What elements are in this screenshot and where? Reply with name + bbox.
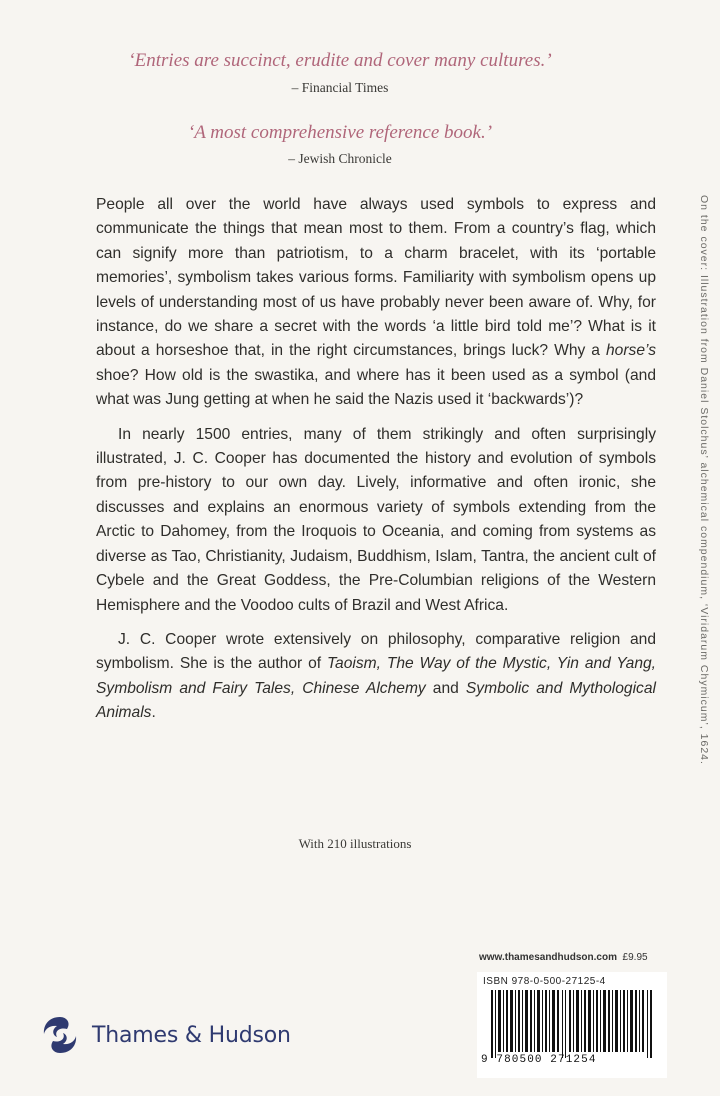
blurb-text bbox=[96, 193, 656, 736]
website-url: www.thamesandhudson.com bbox=[479, 952, 617, 963]
review-quote-1: ‘Entries are succinct, erudite and cover many cultures.’ bbox=[128, 50, 552, 71]
website-price-line bbox=[479, 952, 648, 963]
review-source-1: – Financial Times bbox=[291, 80, 389, 95]
isbn-label: ISBN 978-0-500-27125-4 bbox=[483, 976, 606, 987]
blurb-paragraph-1: People all over the world have always used symbols to express and communicate the things that mean most to them. From a country’s flag, which can signify more than patriotism, to a charm bracelet, with its ‘portable memories’, symbolism takes various forms. Familiarity with symbolism opens up levels of understanding most of us have probably never been aware of. Why, for instance, do we share a secret with the words ‘a little bird told me’? What is it about a horseshoe that, in the right circumstances, brings luck? Why a horse’s shoe? How old is the swastika, and where has it been used as a symbol (and what was Jung getting at when he said the Nazis used it ‘backwards’)? bbox=[96, 196, 656, 409]
blurb-paragraph-2: In nearly 1500 entries, many of them strikingly and often surprisingly illustrated, J. C. Cooper has documented the history and evolution of symbols from pre-history to our own day. Lively, informative and often ironic, she discusses and explains an enormous variety of symbols extending from the Arctic to Dahomey, from the Iroquois to Oceania, and coming from systems as diverse as Tao, Christianity, Judaism, Buddhism, Islam, Tantra, the ancient cult of Cybele and the Great Goddess, the Pre-Columbian religions of the Western Hemisphere and the Voodoo cults of Brazil and West Africa. bbox=[96, 425, 656, 614]
publisher-name: Thames & Hudson bbox=[92, 1022, 291, 1048]
barcode-digits: 9 780500 271254 bbox=[481, 1054, 597, 1066]
review-source-2: – Jewish Chronicle bbox=[288, 151, 392, 166]
review-quote-2: ‘A most comprehensive reference book.’ bbox=[187, 122, 493, 143]
cover-credit: On the cover: Illustration from Daniel Stolchus’ alchemical compendium, ‘Viridarum Chymicum’, 1624. bbox=[698, 195, 710, 765]
barcode-area bbox=[477, 972, 667, 1078]
thames-hudson-dolphins-icon bbox=[40, 1014, 80, 1056]
price: £9.95 bbox=[622, 952, 648, 963]
barcode-icon bbox=[477, 988, 667, 1058]
publisher-logo bbox=[40, 1014, 291, 1056]
blurb-paragraph-3: J. C. Cooper wrote extensively on philosophy, comparative religion and symbolism. She is the author of Taoism, The Way of the Mystic, Yin and Yang, Symbolism and Fairy Tales, Chinese Alchemy and Symbolic and Mythological Animals. bbox=[96, 630, 656, 722]
illustrations-count: With 210 illustrations bbox=[298, 836, 412, 851]
